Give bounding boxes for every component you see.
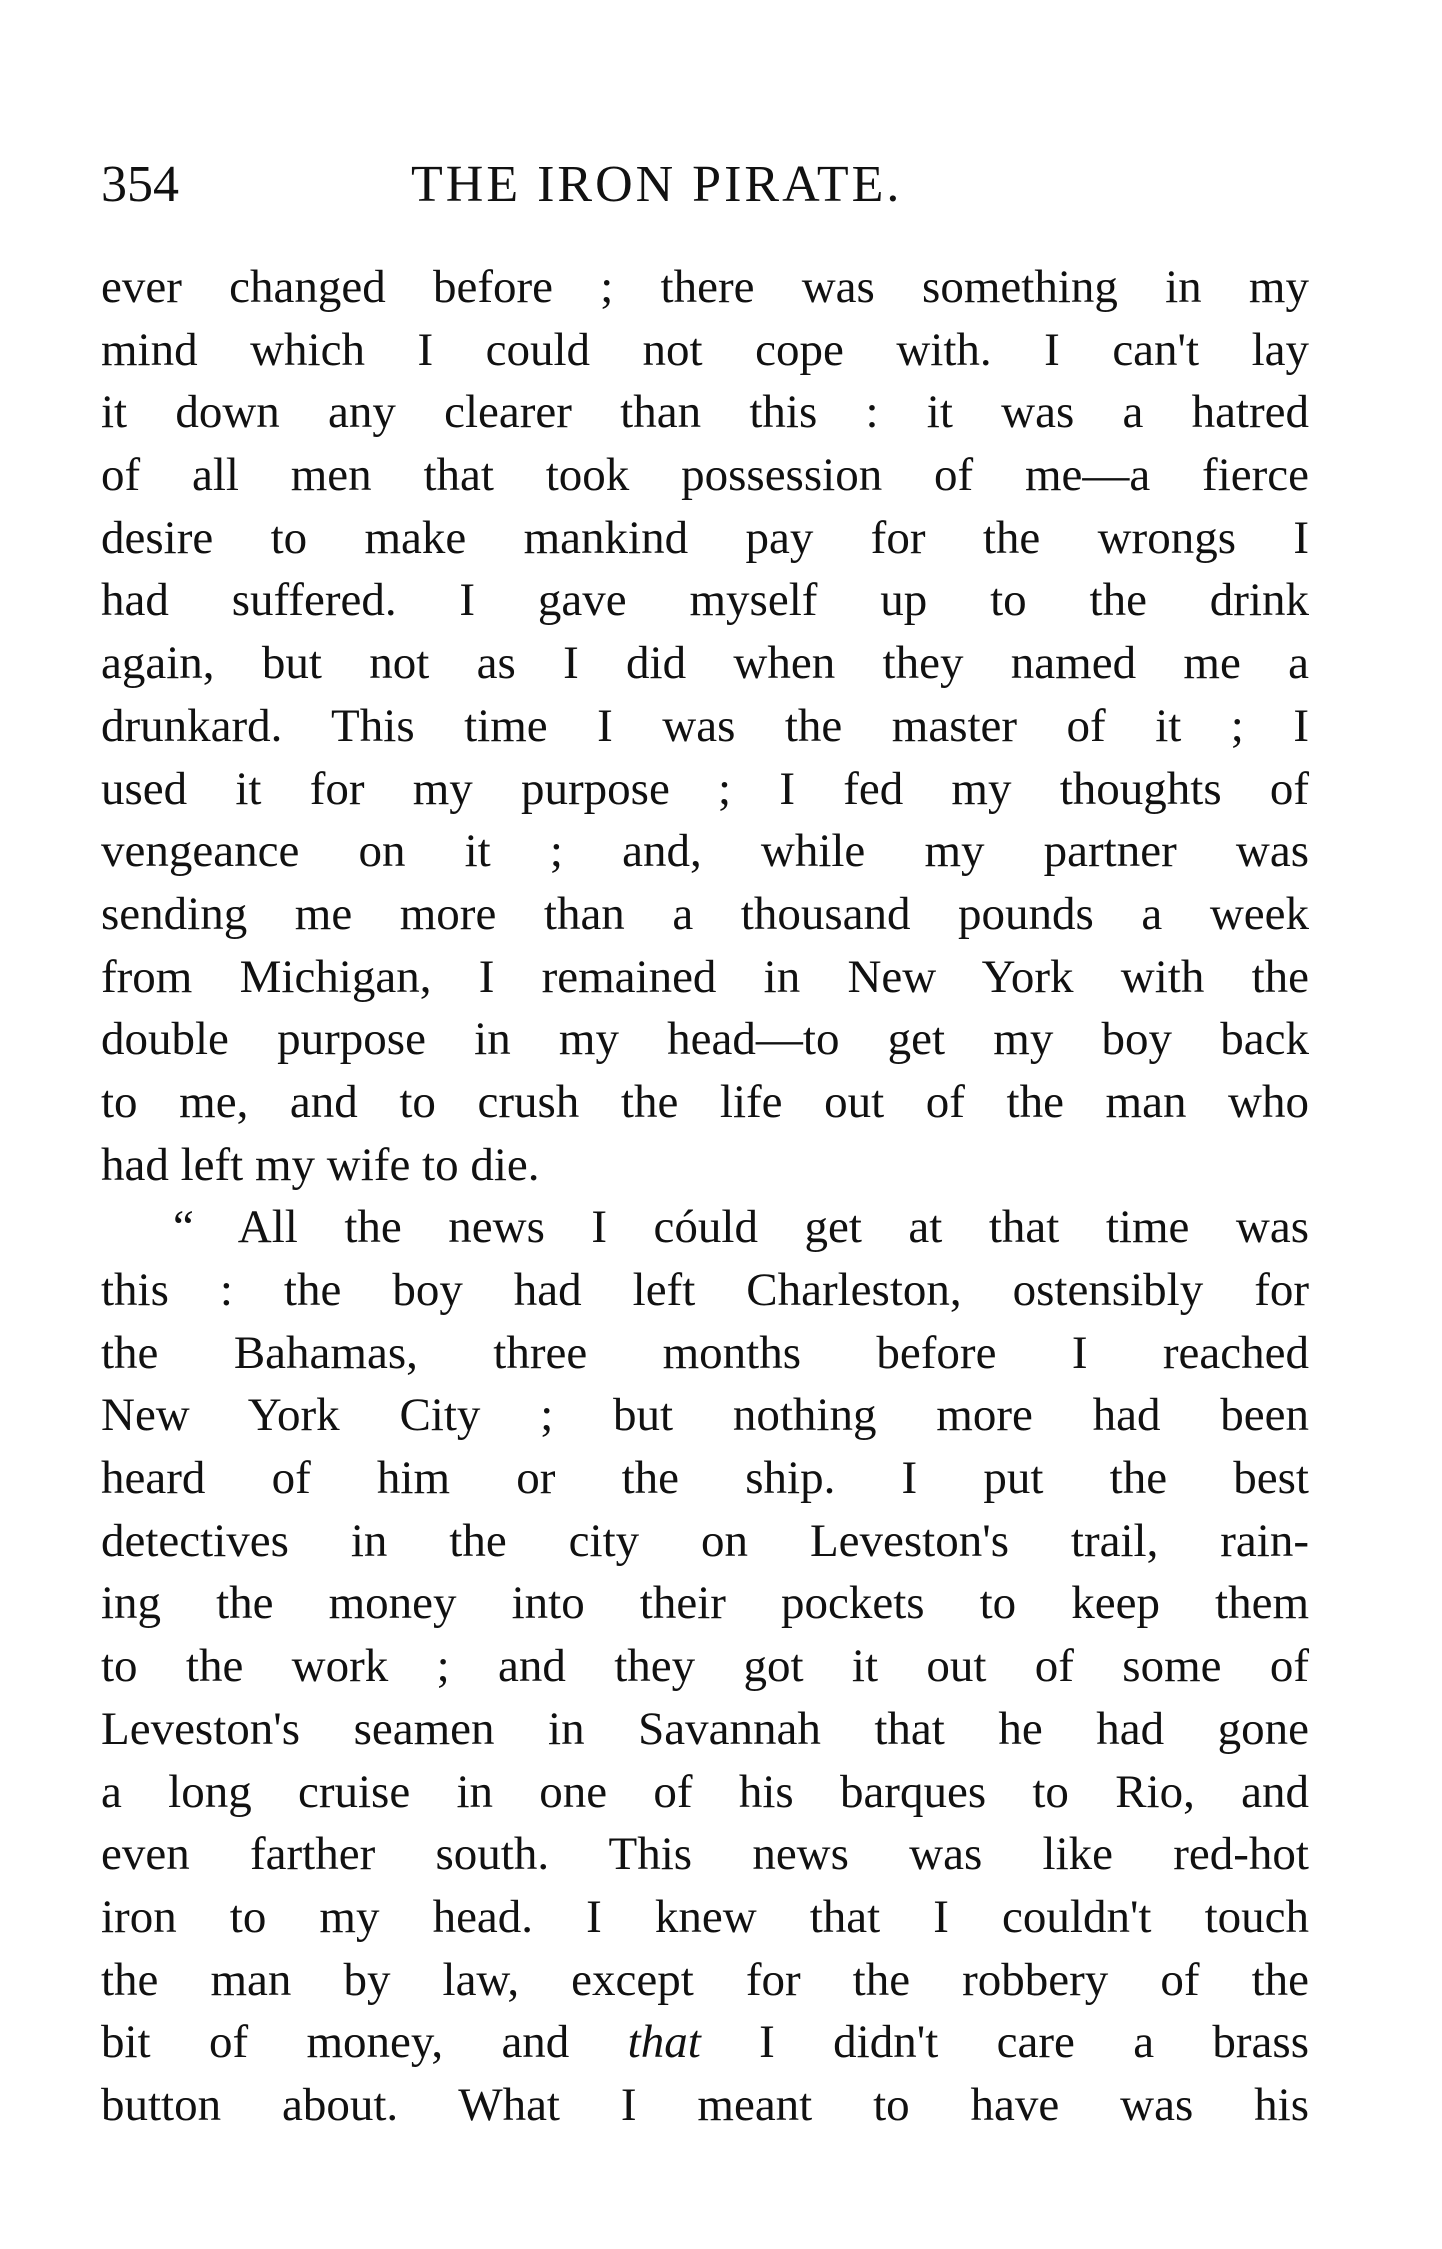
text-line: had suffered. I gave myself up to the drink [101,574,1309,627]
paragraph-first-line: “ All the news I cóuld get at that time was [173,1201,1309,1254]
text-line-with-italic [101,2011,1309,2074]
text-line: drunkard. This time I was the master of it ; I [101,699,1309,752]
text-line: the man by law, except for the robbery of the [101,1953,1309,2006]
text-line: detectives in the city on Leveston's trail, rain- [101,1514,1309,1567]
text-line: of all men that took possession of me—a fierce [101,449,1309,502]
text-line: to me, and to crush the life out of the man who [101,1075,1309,1128]
running-title: THE IRON PIRATE. [411,156,903,213]
text-line: from Michigan, I remained in New York with the [101,950,1309,1003]
text-line: ing the money into their pockets to keep them [101,1577,1309,1630]
text-line: vengeance on it ; and, while my partner was [101,825,1309,878]
text-segment: I didn't care a brass [759,2016,1309,2069]
italic-emphasis: that [627,2016,701,2069]
text-line: button about. What I meant to have was his [101,2078,1309,2131]
text-line: again, but not as I did when they named me a [101,637,1309,690]
text-line: the Bahamas, three months before I reached [101,1326,1309,1379]
text-line: heard of him or the ship. I put the best [101,1452,1309,1505]
running-head [101,150,1309,220]
text-line: Leveston's seamen in Savannah that he had gone [101,1702,1309,1755]
text-line: a long cruise in one of his barques to Rio, and [101,1765,1309,1818]
text-line: double purpose in my head—to get my boy back [101,1013,1309,1066]
text-line: iron to my head. I knew that I couldn't touch [101,1890,1309,1943]
text-line: used it for my purpose ; I fed my thoughts of [101,762,1309,815]
text-segment: bit of money, and [101,2016,570,2069]
page-number: 354 [101,156,179,213]
text-line: ever changed before ; there was something in my [101,261,1309,313]
text-line: sending me more than a thousand pounds a week [101,887,1309,940]
text-line: mind which I could not cope with. I can't lay [101,323,1309,376]
text-line: New York City ; but nothing more had been [101,1389,1309,1442]
text-line: even farther south. This news was like red-hot [101,1828,1309,1881]
text-line: it down any clearer than this : it was a hatred [101,386,1309,439]
text-line: desire to make mankind pay for the wrongs I [101,511,1309,564]
body-text [101,256,1309,2137]
paragraph-last-line: had left my wife to die. [101,1138,540,1191]
text-line: to the work ; and they got it out of some of [101,1640,1309,1693]
text-line: this : the boy had left Charleston, ostensibly for [101,1264,1309,1316]
